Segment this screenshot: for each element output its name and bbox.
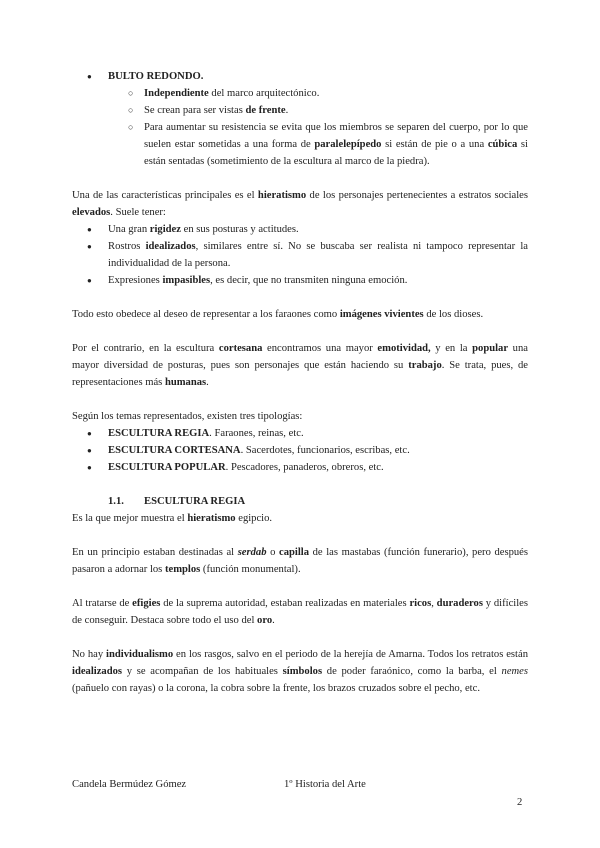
text: egipcio.: [235, 513, 273, 524]
text: , es decir, que no transmiten ninguna emoción.: [210, 275, 408, 286]
bold-text: hieratismo: [257, 190, 307, 201]
tipologias-intro: Según los temas representados, existen tres tipologías:: [72, 411, 303, 422]
text: No hay: [72, 649, 107, 660]
hieratismo-list: [72, 221, 528, 289]
text: ,: [431, 598, 437, 609]
contrario-paragraph: [72, 340, 528, 391]
hieratismo-paragraph: [72, 187, 528, 221]
text: del marco arquitectónico.: [208, 88, 320, 99]
text: Rostros: [108, 241, 146, 252]
text: .: [272, 615, 275, 626]
bulto-sublist: [72, 85, 528, 170]
italic-text: nemes: [501, 666, 528, 677]
regia-paragraph-4: [72, 646, 528, 697]
text: Al tratarse de: [72, 598, 133, 609]
text: . Se trata, pues, de representaciones más: [72, 360, 528, 388]
bold-text: emotividad,: [377, 343, 431, 354]
bold-text: cúbica: [487, 139, 518, 150]
text: Es la que mejor muestra el: [72, 513, 188, 524]
sublist-item: [72, 85, 528, 102]
bulto-list: [72, 68, 528, 170]
bold-text: imágenes vivientes: [339, 309, 424, 320]
text: Una de las características principales es el: [72, 190, 258, 201]
bold-text: ESCULTURA POPULAR: [108, 462, 226, 473]
bulto-title: BULTO REDONDO.: [108, 71, 204, 82]
footer-course: 1º Historia del Arte: [284, 779, 366, 790]
text: Todo esto obedece al deseo de representar a los faraones como: [72, 309, 340, 320]
bold-text: efigies: [132, 598, 161, 609]
list-item: [72, 425, 528, 442]
faraones-paragraph: [72, 306, 528, 323]
bold-text: símbolos: [282, 666, 323, 677]
text: (función monumental).: [200, 564, 301, 575]
text: una mayor diversidad de posturas, pues son personajes que están haciendo su: [72, 343, 528, 371]
text: . Sacerdotes, funcionarios, escribas, etc.: [240, 445, 410, 456]
section-heading: [72, 493, 528, 510]
bold-text: individualismo: [106, 649, 174, 660]
text: de poder faraónico, como la barba, el: [322, 666, 502, 677]
text: y difíciles de conseguir. Destaca sobre todo el uso del: [72, 598, 529, 626]
text: Una gran: [108, 224, 150, 235]
bold-text: hieratismo: [187, 513, 236, 524]
text: si están sentadas (sometimiento de la escultura al marco de la piedra).: [144, 139, 528, 167]
text: .: [285, 105, 289, 116]
bold-text: de frente: [245, 105, 286, 116]
text: . Suele tener:: [110, 207, 166, 218]
text: . Pescadores, panaderos, obreros, etc.: [225, 462, 384, 473]
text: , similares entre sí. No se buscaba ser realista ni tampoco representar la individualidad de la persona.: [108, 241, 528, 269]
text: de los personajes pertenecientes a estratos sociales: [306, 190, 529, 201]
list-item: [72, 459, 528, 476]
bold-text: cortesana: [218, 343, 263, 354]
bold-text: ESCULTURA CORTESANA: [108, 445, 241, 456]
bold-text: templos: [164, 564, 201, 575]
section-number: 1.1.: [108, 496, 124, 507]
page-body: [72, 68, 528, 697]
text: en sus posturas y actitudes.: [180, 224, 299, 235]
bold-text: paralelepípedo: [314, 139, 382, 150]
list-item: [72, 221, 528, 238]
bold-italic-text: serdab: [237, 547, 267, 558]
bold-text: trabajo: [408, 360, 442, 371]
text: de la suprema autoridad, estaban realizadas en materiales: [160, 598, 410, 609]
text: .: [206, 377, 209, 388]
text: y en la: [430, 343, 473, 354]
bold-text: ESCULTURA REGIA: [108, 428, 210, 439]
text: encontramos una mayor: [262, 343, 378, 354]
text: (pañuelo con rayas) o la corona, la cobra sobre la frente, los brazos cruzados sobre el pecho, etc.: [72, 683, 480, 694]
text: Para aumentar su resistencia se evita que los miembros se separen del cuerpo, por lo que suelen estar sometidas a una forma de: [144, 122, 528, 150]
text: En un principio estaban destinadas al: [72, 547, 238, 558]
bold-text: rigidez: [149, 224, 181, 235]
bold-text: ricos: [409, 598, 432, 609]
bold-text: duraderos: [436, 598, 483, 609]
bold-text: popular: [472, 343, 509, 354]
footer-author: Candela Bermúdez Gómez: [72, 779, 187, 790]
bold-text: elevados: [72, 207, 111, 218]
list-item: [72, 238, 528, 272]
tipologias-list: [72, 425, 528, 476]
list-item: [72, 272, 528, 289]
text: si están de pie o a una: [381, 139, 488, 150]
bold-text: impasibles: [162, 275, 211, 286]
bold-text: capilla: [279, 547, 310, 558]
text: en los rasgos, salvo en el periodo de la herejía de Amarna. Todos los retratos están: [173, 649, 528, 660]
text: de las mastabas (función funerario), pero después pasaron a adornar los: [72, 547, 529, 575]
bold-text: idealizados: [145, 241, 196, 252]
sublist-item: [72, 102, 528, 119]
regia-paragraph-1: [72, 510, 528, 527]
regia-paragraph-2: [72, 544, 528, 578]
bold-text: Independiente: [144, 88, 209, 99]
section-title: ESCULTURA REGIA: [144, 496, 246, 507]
sublist-item: [72, 119, 528, 170]
text: o: [266, 547, 280, 558]
bold-text: oro: [257, 615, 273, 626]
page-number: 2: [517, 797, 523, 808]
text: Por el contrario, en la escultura: [72, 343, 219, 354]
text: y se acompañan de los habituales: [122, 666, 283, 677]
bold-text: humanas: [164, 377, 207, 388]
text: Expresiones: [108, 275, 163, 286]
bulto-redondo-item: [72, 68, 528, 170]
list-item: [72, 442, 528, 459]
text: . Faraones, reinas, etc.: [209, 428, 304, 439]
text: Se crean para ser vistas: [144, 105, 246, 116]
bold-text: idealizados: [72, 666, 123, 677]
regia-paragraph-3: [72, 595, 528, 629]
text: de los dioses.: [423, 309, 484, 320]
